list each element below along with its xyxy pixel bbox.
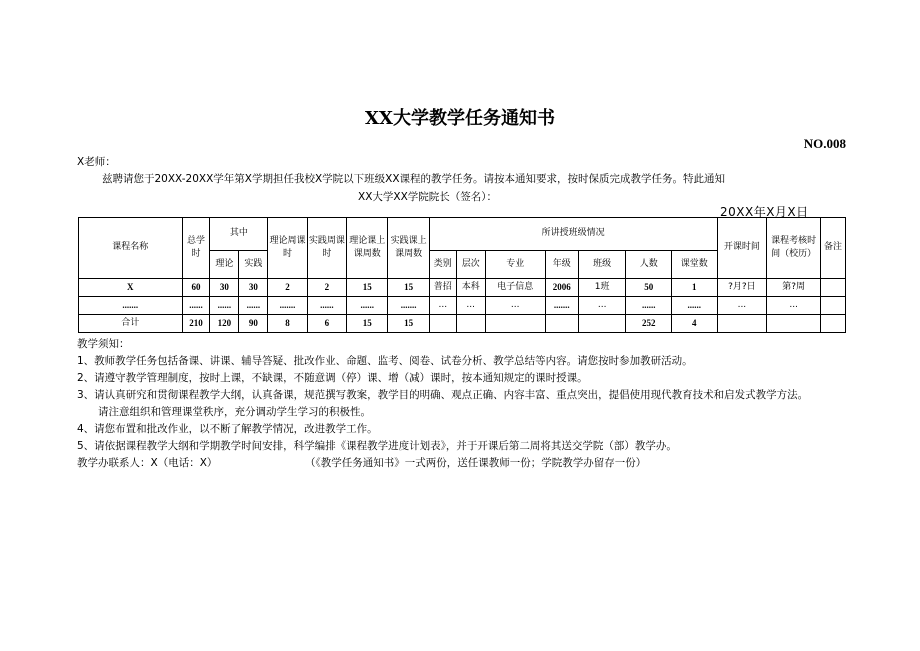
total-practice-weekly: 6 (307, 315, 346, 333)
header-total-hours: 总学时 (182, 218, 210, 279)
header-class: 班级 (578, 251, 626, 279)
notes-heading: 教学须知： (77, 338, 130, 350)
table-cell: 2006 (545, 279, 578, 297)
table-cell (821, 279, 846, 297)
table-cell: 1班 (578, 279, 626, 297)
header-course-name: 课程名称 (79, 218, 183, 279)
empty-cell (485, 315, 545, 333)
header-category: 类别 (429, 251, 456, 279)
table-cell: ... (485, 297, 545, 315)
header-major: 专业 (485, 251, 545, 279)
header-remarks: 备注 (821, 218, 846, 279)
table-cell: 本科 (456, 279, 485, 297)
empty-cell (429, 315, 456, 333)
empty-cell (456, 315, 485, 333)
note-item: 2、请遵守教学管理制度，按时上课，不缺课，不随意调（停）课、增（减）课时，按本通知规定的课时授课。 (77, 372, 588, 384)
total-class-size: 4 (671, 315, 717, 333)
table-cell: ....... (268, 297, 307, 315)
table-cell: 1 (671, 279, 717, 297)
table-cell: 50 (626, 279, 672, 297)
table-cell: ...... (210, 297, 239, 315)
teaching-task-table (78, 217, 846, 333)
table-cell: ?月?日 (717, 279, 767, 297)
empty-cell (821, 315, 846, 333)
header-theory-weekly: 理论周课时 (268, 218, 307, 279)
table-cell: 普招 (429, 279, 456, 297)
table-cell: 电子信息 (485, 279, 545, 297)
total-theory-weeks: 15 (347, 315, 388, 333)
empty-cell (578, 315, 626, 333)
table-cell: ... (767, 297, 821, 315)
table-cell: 60 (182, 279, 210, 297)
header-practice-weeks: 实践课上课周数 (388, 218, 429, 279)
header-class-size: 课堂数 (671, 251, 717, 279)
greeting: X老师： (77, 156, 116, 168)
note-item: 4、请您布置和批改作业，以不断了解教学情况，改进教学工作。 (77, 423, 378, 435)
table-cell: ...... (307, 297, 346, 315)
table-total-row (79, 315, 846, 333)
table-cell: 2 (307, 279, 346, 297)
note-item: 3、请认真研究和贯彻课程教学大纲，认真备课，规范撰写教案，教学目的明确、观点正确、内容丰富、重点突出，提倡使用现代教育技术和启发式教学方法。 (77, 389, 809, 401)
invitation-text: 兹聘请您于20XX-20XX学年第X学期担任我校X学院以下班级XX课程的教学任务。请按本通知要求，按时保质完成教学任务。特此通知 (102, 173, 726, 185)
empty-cell (767, 315, 821, 333)
table-cell: 15 (388, 279, 429, 297)
table-cell: ...... (239, 297, 268, 315)
header-of-which: 其中 (210, 218, 268, 251)
table-cell: ... (456, 297, 485, 315)
empty-cell (717, 315, 767, 333)
issue-date: 20XX年X月X日 (720, 205, 809, 219)
note-item: 1、教师教学任务包括备课、讲课、辅导答疑、批改作业、命题、监考、阅卷、试卷分析、教学总结等内容。请您按时参加教研活动。 (77, 355, 693, 367)
header-start-time: 开课时间 (717, 218, 767, 279)
total-theory: 120 (210, 315, 239, 333)
header-exam-time: 课程考核时间（校历） (767, 218, 821, 279)
note-item: 请注意组织和管理课堂秩序，充分调动学生学习的积极性。 (98, 406, 371, 418)
header-theory-weeks: 理论课上课周数 (347, 218, 388, 279)
table-cell: 30 (210, 279, 239, 297)
copies-footnote: （《教学任务通知书》一式两份，送任课教师一份；学院教学办留存一份） (305, 457, 647, 469)
contact-person: 教学办联系人：X（电话：X） (77, 457, 218, 469)
table-cell: 2 (268, 279, 307, 297)
table-row (79, 279, 846, 297)
total-theory-weekly: 8 (268, 315, 307, 333)
table-cell: ....... (545, 297, 578, 315)
table-cell: 30 (239, 279, 268, 297)
header-students: 人数 (626, 251, 672, 279)
document-number: NO.008 (803, 136, 846, 151)
header-level: 层次 (456, 251, 485, 279)
table-cell: ... (578, 297, 626, 315)
header-practice-weekly: 实践周课时 (307, 218, 346, 279)
note-item: 5、请依据课程教学大纲和学期教学时间安排，科学编排《课程教学进度计划表》，并于开课后第二周将其送交学院（部）教学办。 (77, 440, 677, 452)
header-practice: 实践 (239, 251, 268, 279)
total-label: 合计 (79, 315, 183, 333)
table-cell: ...... (347, 297, 388, 315)
signature-line: XX大学XX学院院长（签名）： (358, 191, 498, 203)
teaching-notes (77, 336, 808, 455)
header-class-info: 所讲授班级情况 (429, 218, 717, 251)
table-cell: ...... (671, 297, 717, 315)
table-cell: 第?周 (767, 279, 821, 297)
table-row (79, 297, 846, 315)
table-cell: ....... (79, 297, 183, 315)
header-grade: 年级 (545, 251, 578, 279)
total-practice: 90 (239, 315, 268, 333)
header-theory: 理论 (210, 251, 239, 279)
table-cell: ....... (388, 297, 429, 315)
total-students: 252 (626, 315, 672, 333)
empty-cell (545, 315, 578, 333)
table-cell: ...... (626, 297, 672, 315)
document-title: XX大学教学任务通知书 (365, 108, 555, 129)
table-cell: 15 (347, 279, 388, 297)
table-cell: ... (429, 297, 456, 315)
table-cell: X (79, 279, 183, 297)
table-cell (821, 297, 846, 315)
total-practice-weeks: 15 (388, 315, 429, 333)
total-hours: 210 (182, 315, 210, 333)
table-cell: ...... (182, 297, 210, 315)
table-cell: ... (717, 297, 767, 315)
